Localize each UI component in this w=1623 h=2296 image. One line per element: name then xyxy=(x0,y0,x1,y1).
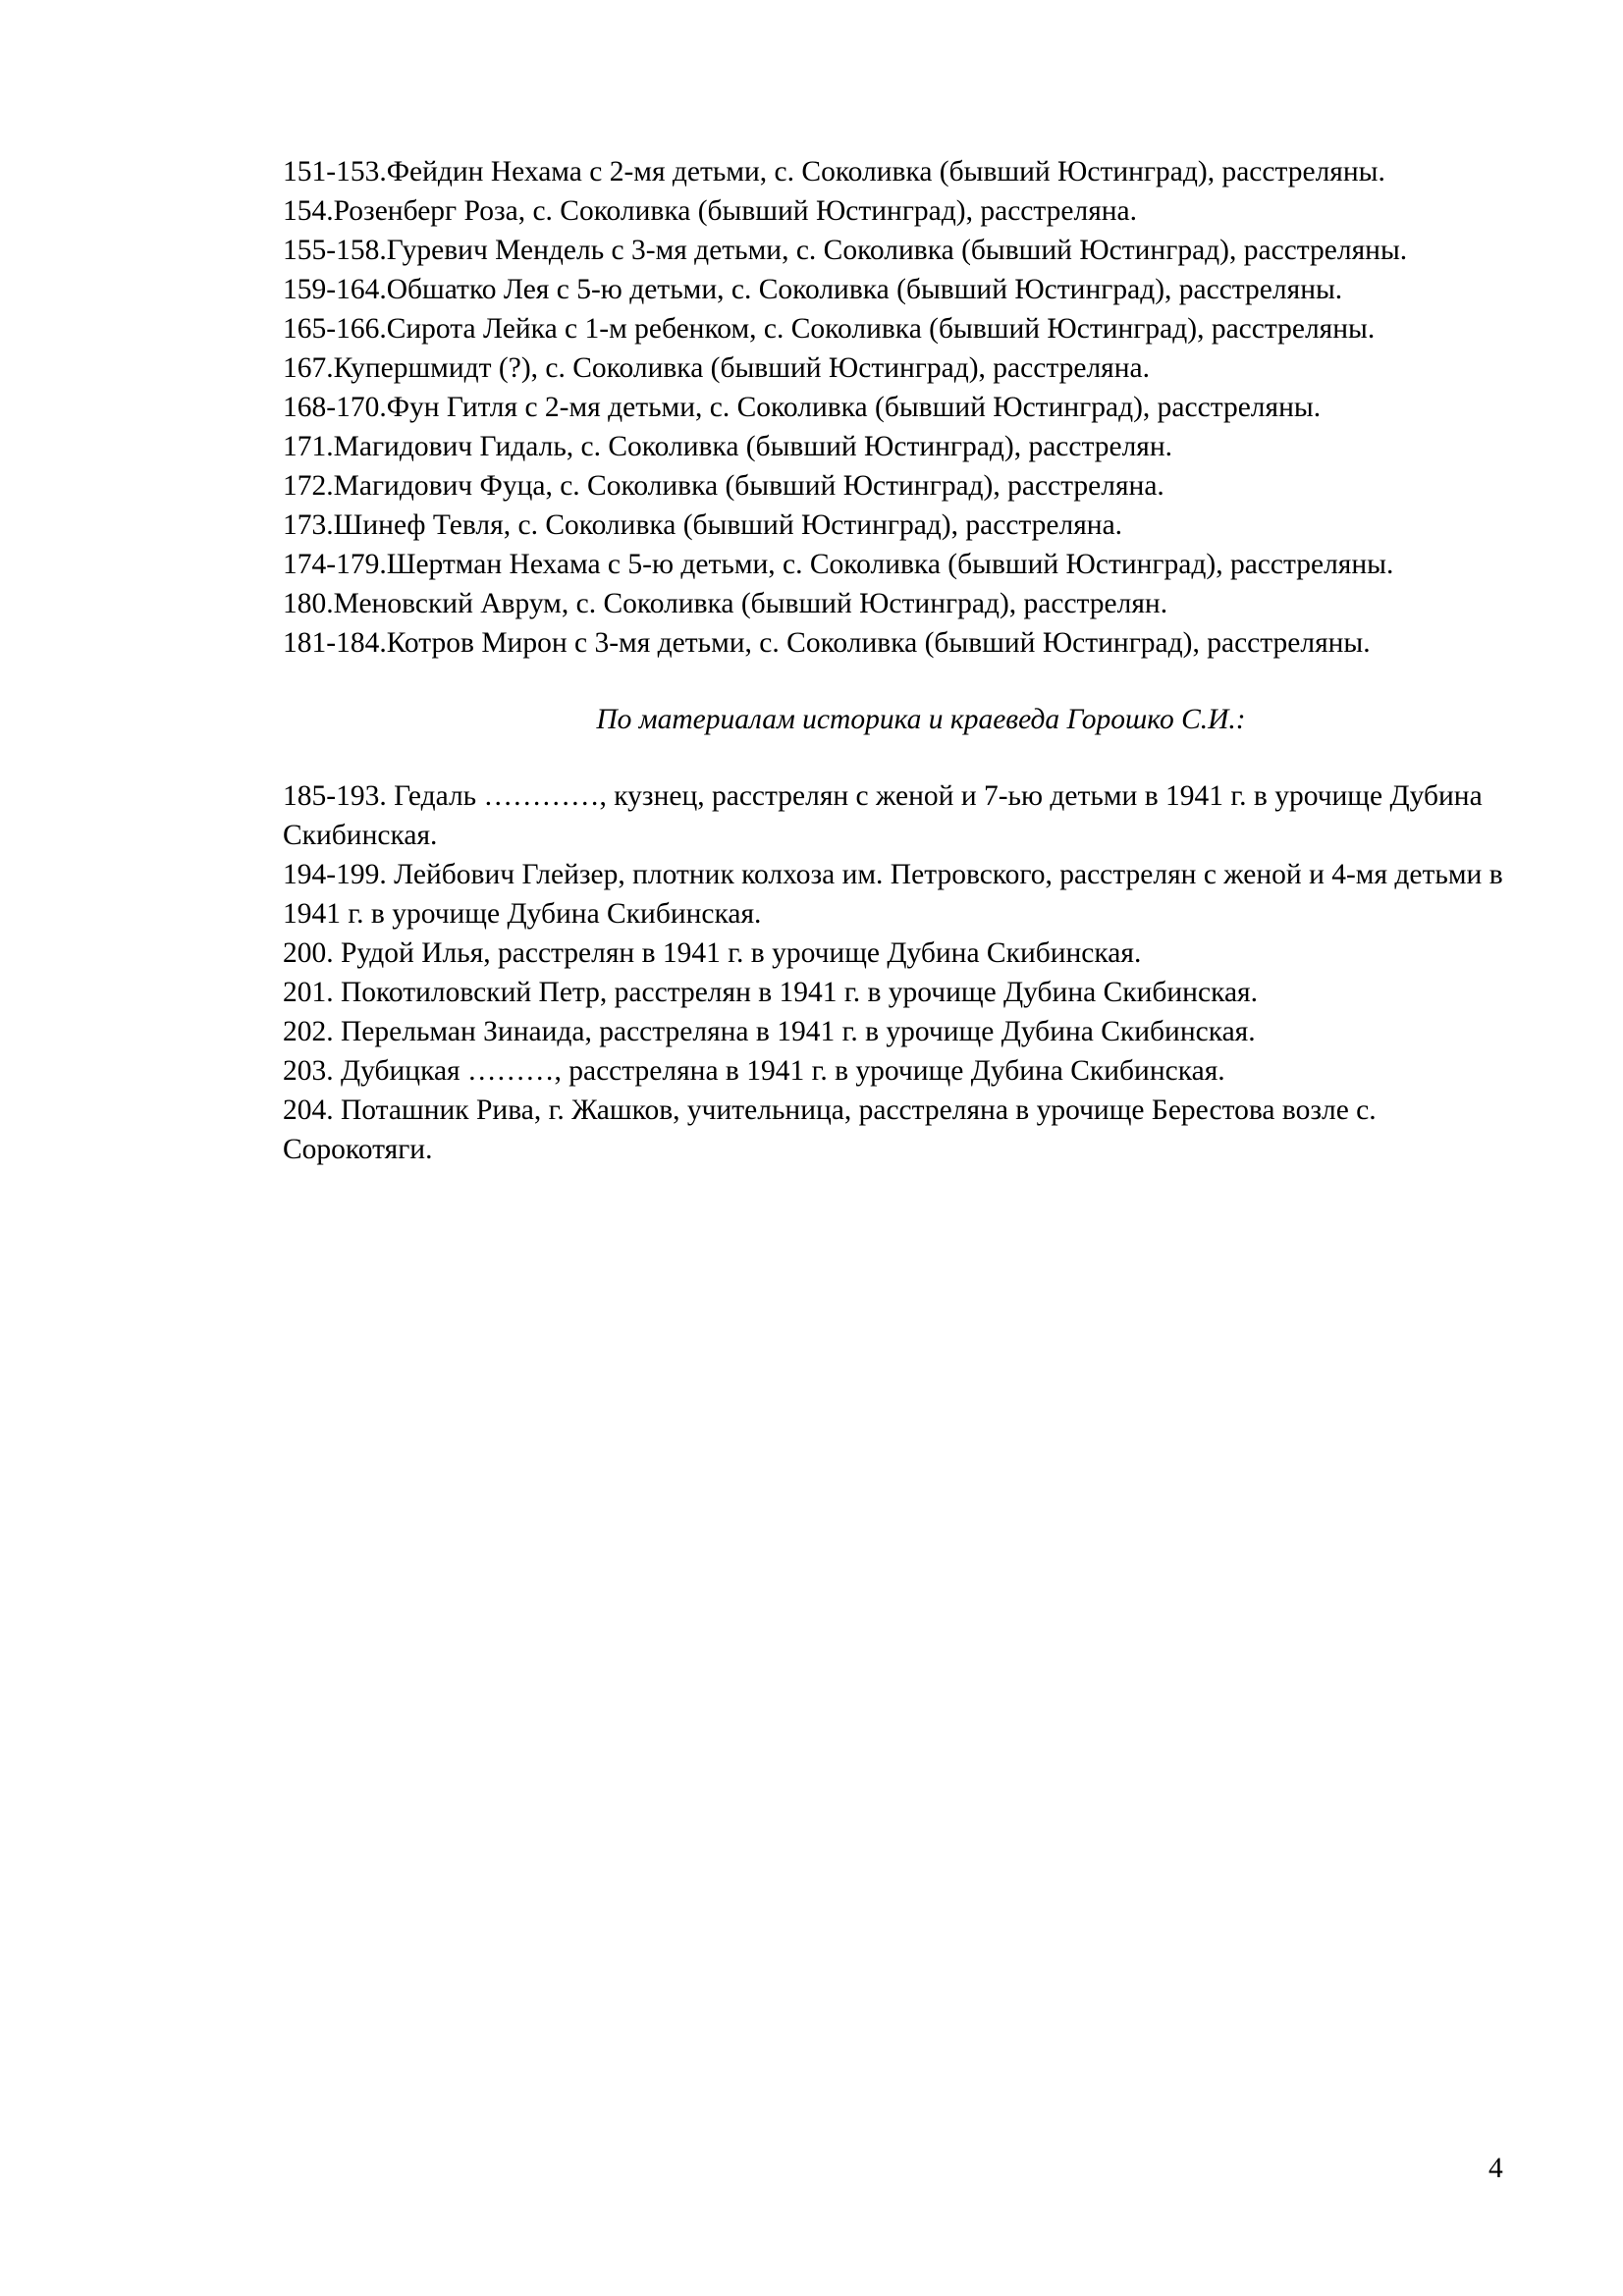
list-item: 204. Поташник Рива, г. Жашков, учительница, расстреляна в урочище Берестова возле с. Сорокотяги. xyxy=(283,1095,1377,1165)
list-item: 167.Купершмидт (?), с. Соколивка (бывший Юстинград), расстреляна. xyxy=(283,352,1150,384)
list-item: 201. Покотиловский Петр, расстрелян в 1941 г. в урочище Дубина Скибинская. xyxy=(283,977,1258,1008)
list-item: 203. Дубицкая ………, расстреляна в 1941 г. в урочище Дубина Скибинская. xyxy=(283,1055,1225,1087)
list-item: 165-166.Сирота Лейка с 1-м ребенком, с. Соколивка (бывший Юстинград), расстреляны. xyxy=(283,313,1376,345)
list-item: 194-199. Лейбович Глейзер, плотник колхоза им. Петровского, расстрелян с женой и 4-мя детьми в 1941 г. в урочище Дубина Скибинская. xyxy=(283,859,1503,930)
page-body xyxy=(283,152,1520,1169)
list-item: 155-158.Гуревич Мендель с 3-мя детьми, с. Соколивка (бывший Юстинград), расстреляны. xyxy=(283,235,1408,266)
list-item: 185-193. Гедаль …………, кузнец, расстрелян с женой и 7-ью детьми в 1941 г. в урочище Дубина Скибинская. xyxy=(283,780,1483,851)
list-item: 200. Рудой Илья, расстрелян в 1941 г. в урочище Дубина Скибинская. xyxy=(283,937,1142,969)
list-item: 159-164.Обшатко Лея с 5-ю детьми, с. Соколивка (бывший Юстинград), расстреляны. xyxy=(283,274,1343,305)
list-item: 168-170.Фун Гитля с 2-мя детьми, с. Соколивка (бывший Юстинград), расстреляны. xyxy=(283,392,1322,423)
list-item: 154.Розенберг Роза, с. Соколивка (бывший Юстинград), расстреляна. xyxy=(283,195,1138,227)
list-item: 202. Перельман Зинаида, расстреляна в 1941 г. в урочище Дубина Скибинская. xyxy=(283,1016,1256,1047)
list-item: 181-184.Котров Мирон с 3-мя детьми, с. Соколивка (бывший Юстинград), расстреляны. xyxy=(283,627,1371,659)
list-item: 151-153.Фейдин Нехама с 2-мя детьми, с. Соколивка (бывший Юстинград), расстреляны. xyxy=(283,156,1385,187)
list-item: 172.Магидович Фуца, с. Соколивка (бывший Юстинград), расстреляна. xyxy=(283,470,1164,502)
list-item: 180.Меновский Аврум, с. Соколивка (бывший Юстинград), расстрелян. xyxy=(283,588,1168,619)
list-item: 171.Магидович Гидаль, с. Соколивка (бывший Юстинград), расстрелян. xyxy=(283,431,1173,462)
source-heading: По материалам историка и краеведа Горошко С.И.: xyxy=(596,704,1246,735)
page-number: 4 xyxy=(1488,2153,1503,2184)
list-item: 173.Шинеф Тевля, с. Соколивка (бывший Юстинград), расстреляна. xyxy=(283,509,1123,541)
list-item: 174-179.Шертман Нехама с 5-ю детьми, с. Соколивка (бывший Юстинград), расстреляны. xyxy=(283,549,1394,580)
